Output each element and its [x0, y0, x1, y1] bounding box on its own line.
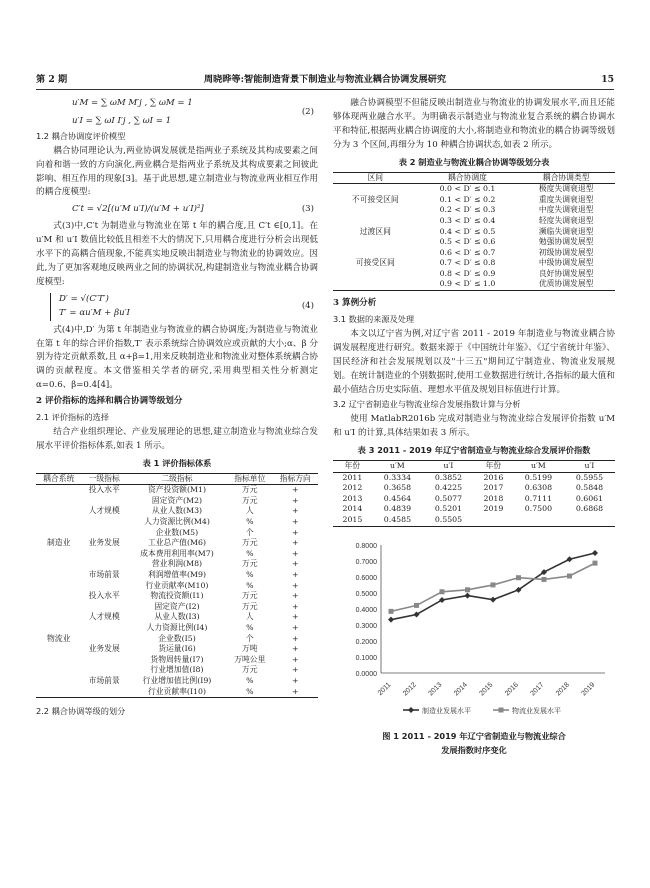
table-cell: 万元: [242, 665, 258, 675]
table-row: [36, 665, 318, 676]
y-tick-label: 0.8000: [355, 542, 377, 550]
table-cell: [36, 570, 81, 581]
table-cell: [81, 549, 126, 560]
table-cell: %: [246, 517, 254, 527]
table-cell: +: [291, 570, 299, 579]
table-row: [333, 279, 615, 290]
column-header: 耦合协调类型: [517, 172, 615, 184]
table-row: [36, 485, 318, 496]
table-row: [36, 634, 318, 645]
x-tick-label: 2013: [427, 681, 444, 698]
table-cell: [81, 655, 126, 666]
equation-4: [50, 293, 318, 321]
table-cell: 行业增加值(I8): [150, 665, 204, 675]
table-cell: 个: [245, 527, 254, 537]
table-cell: 轻度失调衰退型: [538, 215, 594, 225]
table-cell: [81, 687, 126, 698]
table-cell: 0.5505: [434, 515, 463, 524]
table-cell: 万元: [242, 495, 258, 505]
table-cell: +: [291, 601, 299, 611]
table-3: [333, 460, 615, 527]
legend-label: 制造业发展水平: [422, 706, 471, 715]
table-cell: 0.7500: [524, 504, 553, 514]
x-tick-label: 2011: [376, 681, 393, 697]
table-cell: 工业总产值(M6): [147, 538, 206, 548]
table-row: [333, 248, 615, 259]
table-cell: +: [291, 538, 299, 548]
table-cell: 不可接受区间: [351, 194, 399, 204]
x-tick-label: 2017: [529, 681, 546, 698]
table-cell: +: [291, 612, 299, 622]
x-tick-label: 2016: [503, 681, 520, 698]
table-cell: +: [291, 633, 299, 643]
data-point: [592, 550, 598, 556]
table-cell: 2019: [483, 504, 504, 514]
table-1-body: [36, 485, 318, 698]
table-row: [333, 195, 615, 206]
table-row: [333, 269, 615, 280]
table-cell: 过渡区间: [359, 226, 391, 236]
table-2-body: [333, 184, 615, 291]
header-rule: [36, 89, 614, 90]
table-cell: 万元: [242, 601, 258, 611]
column-header: 一级指标: [81, 473, 126, 485]
section-2-heading: 2 评价指标的选择和耦合协调等级划分: [36, 396, 183, 407]
table-row: [333, 237, 615, 248]
table-cell: 0.6 < D′ ≤ 0.7: [439, 247, 496, 257]
table-cell: 0.3852: [434, 472, 463, 482]
table-row: [36, 687, 318, 698]
table-cell: +: [291, 591, 299, 601]
y-tick-label: 0.6000: [355, 574, 377, 582]
y-tick-label: 0.0000: [355, 670, 377, 678]
table-cell: 勉强协调发展型: [538, 237, 594, 247]
table-cell: 人力资源比例(I4): [146, 622, 208, 632]
x-tick-label: 2019: [580, 681, 597, 698]
equation-3: [36, 203, 318, 217]
equation-2-line-a: u′M = ∑ ωM M′j , ∑ ωM = 1: [72, 98, 193, 108]
right-column: [333, 97, 615, 757]
table-cell: 0.4225: [434, 483, 463, 493]
column-header: 耦合协调度: [418, 172, 518, 184]
table-cell: 从业人数(I3): [154, 612, 200, 622]
table-cell: +: [291, 644, 299, 654]
table-row: [333, 258, 615, 269]
column-header: 耦合系统: [36, 473, 81, 485]
table-cell: %: [246, 548, 254, 558]
table-cell: 货运量(I6): [158, 644, 196, 654]
table-cell: 2013: [342, 493, 363, 503]
table-cell: 人: [245, 506, 254, 516]
table-cell: 0.4564: [383, 493, 412, 503]
page-header: [36, 73, 614, 87]
paragraph-indicator-system: 结合产业组织理论、产业发展理论的思想,建立制造业与物流业综合发展水平评价指标体系,如表 1 所示。: [36, 426, 318, 451]
table-cell: 人才规模: [88, 612, 120, 622]
table-cell: [36, 602, 81, 613]
left-column: [36, 97, 318, 720]
table-cell: [36, 496, 81, 507]
table-cell: 2018: [483, 493, 504, 503]
table-row: [333, 227, 615, 238]
table-row: [36, 506, 318, 517]
table-cell: 人力资源比例(M4): [144, 517, 210, 527]
table-cell: 万元: [242, 485, 258, 495]
table-cell: 2014: [342, 504, 363, 514]
table-cell: [81, 517, 126, 528]
column-header: 区间: [333, 172, 418, 184]
table-cell: 初级协调发展型: [538, 247, 594, 257]
table-cell: 0.9 < D′ ≤ 1.0: [439, 279, 496, 289]
section-2-2-heading: 2.2 耦合协调等级的划分: [36, 706, 126, 717]
equation-3-body: C′t = √2[(u′M u′I)/(u′M + u′I)²]: [72, 204, 204, 215]
table-cell: 0.5201: [434, 504, 463, 514]
table-row: [36, 549, 318, 560]
table-cell: 重度失调衰退型: [538, 194, 594, 204]
table-1-header-row: [36, 473, 318, 485]
table-cell: [333, 269, 418, 280]
table-row: [36, 528, 318, 539]
table-cell: [36, 687, 81, 698]
table-cell: [36, 581, 81, 592]
table-cell: 固定资产(I2): [154, 601, 200, 611]
data-point: [516, 575, 521, 580]
table-cell: [333, 237, 418, 248]
table-cell: [81, 496, 126, 507]
table-cell: 利润增值率(M9): [147, 570, 206, 579]
table-cell: [36, 559, 81, 570]
y-tick-label: 0.4000: [355, 606, 377, 614]
table-cell: 2015: [342, 515, 363, 524]
table-cell: 2016: [483, 472, 504, 482]
table-cell: 0.1 < D′ ≤ 0.2: [439, 194, 496, 204]
page-number: 15: [601, 74, 614, 85]
table-cell: [36, 485, 81, 496]
x-tick-label: 2012: [401, 681, 418, 698]
table-cell: 0.6308: [524, 483, 553, 493]
table-cell: 0.2 < D′ ≤ 0.3: [439, 205, 496, 215]
table-cell: [564, 515, 615, 526]
figure-1-caption-line-2: 发展指数时序变化: [441, 744, 507, 755]
column-header: u′I: [564, 461, 615, 473]
table-row: [333, 205, 615, 216]
x-tick-label: 2018: [554, 681, 571, 698]
table-cell: 行业贡献率(I10): [147, 686, 207, 696]
table-cell: [81, 665, 126, 676]
table-cell: [36, 623, 81, 634]
table-cell: 市场前景: [88, 570, 120, 579]
paragraph-index-calculation: 使用 MatlabR2016b 完成对制造业与物流业综合发展评价指数 u′M 和 u′I 的计算,具体结果如表 3 所示。: [333, 414, 615, 439]
table-cell: 优质协调发展型: [538, 279, 594, 289]
table-cell: 企业数(M5): [155, 527, 199, 537]
table-cell: [36, 506, 81, 517]
data-point: [465, 587, 470, 592]
table-cell: +: [291, 495, 299, 505]
table-cell: +: [291, 654, 299, 664]
table-cell: %: [246, 580, 254, 590]
table-cell: 0.3 < D′ ≤ 0.4: [439, 215, 496, 225]
table-cell: 市场前景: [88, 675, 120, 685]
table-cell: +: [291, 506, 299, 516]
table-cell: 固定资产(M2): [151, 495, 203, 505]
equation-2-number: (2): [301, 107, 314, 117]
table-cell: 0.5077: [434, 493, 463, 503]
table-cell: +: [291, 485, 299, 495]
table-cell: 成本费用利用率(M7): [140, 548, 214, 558]
data-point: [490, 596, 496, 602]
table-row: [36, 612, 318, 623]
data-point: [388, 616, 394, 622]
table-row: [36, 559, 318, 570]
table-row: [333, 515, 615, 526]
paragraph-data-source: 本文以辽宁省为例,对辽宁省 2011 - 2019 年制造业与物流业耦合协调发展程度进行研究。数据来源于《中国统计年鉴》、《辽宁省统计年鉴》、国民经济和社会发展规划以及"十三五"期间辽宁制造业、物流业发展规划。在统计制造业的个别数据时,使用工业数据进行统计,各指标的最大值和最小值结合历史实际值、理想水平值及规划目标值进行计算。: [333, 328, 615, 395]
table-cell: 货物周转量(I7): [150, 654, 204, 664]
table-cell: [36, 655, 81, 666]
table-cell: 行业贡献率(M10): [145, 580, 209, 590]
table-cell: 0.5 < D′ ≤ 0.6: [439, 237, 496, 247]
table-cell: [36, 528, 81, 539]
table-row: [333, 504, 615, 515]
section-3-1-heading: 3.1 数据的来源及处理: [333, 313, 415, 324]
table-cell: 企业数(I5): [158, 633, 196, 643]
table-cell: 中度失调衰退型: [538, 205, 594, 215]
table-cell: [333, 205, 418, 216]
table-2-header-row: [333, 172, 615, 184]
table-1: [36, 473, 318, 698]
section-3-heading: 3 算例分析: [333, 298, 377, 309]
equation-4-line-a: D′ = √(C′T′): [59, 293, 109, 304]
table-cell: +: [291, 548, 299, 558]
column-header: 指标方向: [273, 473, 318, 485]
table-cell: [474, 515, 513, 526]
table-cell: 业务发展: [88, 538, 120, 548]
table-row: [333, 184, 615, 195]
table-cell: 0.5848: [575, 483, 604, 493]
table-cell: 0.6868: [575, 504, 604, 514]
table-row: [36, 602, 318, 613]
table-cell: 人才规模: [88, 506, 120, 516]
table-cell: 0.3658: [383, 483, 412, 493]
table-1-caption: 表 1 评价指标体系: [142, 457, 212, 468]
table-cell: 万吨公里: [234, 654, 266, 664]
table-row: [36, 538, 318, 549]
data-point: [567, 556, 573, 562]
table-cell: +: [291, 665, 299, 675]
table-row: [36, 676, 318, 687]
table-cell: [81, 623, 126, 634]
table-cell: [333, 279, 418, 290]
data-point: [440, 589, 445, 594]
table-cell: 人: [245, 612, 254, 622]
table-cell: 0.0 < D′ ≤ 0.1: [439, 184, 496, 194]
legend-marker: [499, 707, 504, 712]
table-cell: [36, 549, 81, 560]
running-title: 周晓晔等:智能制造背景下制造业与物流业耦合协调发展研究: [203, 74, 447, 85]
table-cell: 中级协调发展型: [538, 258, 594, 268]
column-header: 指标单位: [227, 473, 272, 485]
paragraph-coupling-theory: 耦合协同理论认为,两业协调发展就是指两业子系统及其构成要素之间向着和谐一致的方向演化,两业耦合是指两业子系统及其构成要素之间彼此影响、相互作用的现象[3]。基于此思想,建立制造业与物流业两业相互作用的耦合度模型:: [36, 145, 318, 198]
table-row: [36, 591, 318, 602]
table-cell: 物流投资额(I1): [150, 591, 204, 601]
table-cell: +: [291, 559, 299, 569]
y-tick-label: 0.3000: [355, 622, 377, 630]
table-cell: 行业增加值比例(I9): [142, 675, 212, 685]
table-cell: 投入水平: [88, 591, 120, 601]
table-3-caption: 表 3 2011 - 2019 年辽宁省制造业与物流业综合发展评价指数: [357, 445, 591, 456]
table-cell: 制造业: [47, 538, 71, 548]
table-cell: [81, 634, 126, 645]
y-tick-label: 0.1000: [355, 654, 377, 662]
table-cell: [333, 216, 418, 227]
table-cell: 0.3334: [383, 472, 412, 482]
table-cell: 极度失调衰退型: [538, 184, 594, 194]
paragraph-coupling-degree: 式(3)中,C′t 为制造业与物流业在第 t 年的耦合度,且 C′t ∈[0,1]。在 u′M 和 u′I 数值比较低且相差不大的情况下,只用耦合度进行分析会出现低水平下的高耦合值现象,不能真实地反映出制造业与物流业的协调效应。因此,为了更加客观地反映两业之间的协调状况,构建制造业与物流业耦合协调度模型:: [36, 221, 318, 287]
table-cell: [513, 515, 564, 526]
table-cell: [36, 612, 81, 623]
table-cell: 万元: [242, 559, 258, 569]
table-cell: [333, 248, 418, 259]
table-cell: 0.7 < D′ ≤ 0.8: [439, 258, 496, 268]
data-point: [593, 560, 598, 565]
table-cell: 营业利润(M8): [151, 559, 203, 569]
table-cell: 0.5955: [575, 472, 604, 482]
data-point: [567, 573, 572, 578]
table-2: [333, 172, 615, 292]
table-cell: 良好协调发展型: [538, 268, 594, 278]
paragraph-coordination-grades: 融合协调模型不但能反映出制造业与物流业的协调发展水平,而且还能够体现两业融合水平。为明确表示制造业与物流业复合系统的耦合协调水平和特征,根据两业耦合协调度的大小,将制造业和物流业的耦合协调等级划分为 3 个区间,再细分为 10 种耦合协调状态,如表 2 所示。: [333, 98, 615, 150]
table-row: [333, 216, 615, 227]
table-cell: 0.8 < D′ ≤ 0.9: [439, 268, 496, 278]
table-cell: %: [246, 622, 254, 632]
column-header: 年份: [474, 461, 513, 473]
table-cell: [36, 676, 81, 687]
column-header: u′M: [513, 461, 564, 473]
section-1-2-heading: 1.2 耦合协调度评价模型: [36, 130, 126, 141]
table-row: [36, 655, 318, 666]
equation-4-line-b: T′ = αu′M + βu′I: [59, 307, 130, 318]
table-cell: 2011: [342, 472, 363, 482]
table-cell: %: [246, 686, 254, 696]
table-cell: %: [246, 675, 254, 685]
table-cell: +: [291, 622, 299, 632]
table-3-header-row: [333, 461, 615, 473]
table-cell: 物流业: [47, 633, 71, 643]
table-cell: +: [291, 517, 299, 527]
table-row: [36, 517, 318, 528]
table-cell: +: [291, 675, 299, 685]
table-cell: 0.7111: [524, 493, 553, 503]
equation-2: [36, 97, 318, 129]
x-tick-label: 2014: [452, 681, 469, 698]
table-cell: 万元: [242, 591, 258, 601]
y-tick-label: 0.7000: [355, 558, 377, 566]
legend-label: 物流业发展水平: [512, 706, 561, 715]
table-row: [36, 644, 318, 655]
column-header: u′M: [372, 461, 423, 473]
table-cell: 可接受区间: [355, 258, 395, 268]
x-tick-label: 2015: [478, 681, 495, 698]
table-row: [36, 570, 318, 581]
table-cell: 个: [245, 633, 254, 643]
table-cell: 2017: [483, 483, 504, 493]
y-tick-label: 0.5000: [355, 590, 377, 598]
figure-1-caption-line-1: 图 1 2011 - 2019 年辽宁省制造业与物流业综合: [382, 730, 566, 741]
column-header: 二级指标: [127, 473, 227, 485]
y-tick-label: 0.2000: [355, 638, 377, 646]
table-cell: [36, 665, 81, 676]
data-point: [465, 592, 471, 598]
table-cell: 2012: [342, 483, 363, 493]
table-cell: +: [291, 580, 299, 590]
table-row: [36, 496, 318, 507]
table-3-body: [333, 472, 615, 526]
section-2-1-heading: 2.1 评价指标的选择: [36, 412, 109, 423]
table-cell: [81, 581, 126, 592]
table-cell: 投入水平: [88, 485, 120, 495]
table-cell: [81, 559, 126, 570]
table-cell: 0.4585: [383, 515, 412, 524]
table-row: [36, 623, 318, 634]
data-point: [542, 577, 547, 582]
table-cell: [36, 644, 81, 655]
table-2-caption: 表 2 制造业与物流业耦合协调等级划分表: [398, 156, 550, 167]
table-cell: 0.6061: [575, 493, 604, 503]
figure-1-line-chart: [333, 535, 615, 723]
table-cell: [36, 591, 81, 602]
table-cell: [81, 602, 126, 613]
issue-number: 第 2 期: [36, 74, 68, 85]
table-cell: 业务发展: [88, 644, 120, 654]
table-cell: 万元: [242, 538, 258, 548]
table-cell: [36, 517, 81, 528]
equation-2-line-b: u′I = ∑ ωI I′j , ∑ ωI = 1: [72, 115, 172, 126]
table-cell: 万吨: [242, 644, 258, 654]
equation-3-number: (3): [301, 204, 314, 215]
table-cell: +: [291, 527, 299, 537]
table-cell: 0.5199: [524, 472, 553, 482]
section-3-2-heading: 3.2 辽宁省制造业与物流业综合发展指数计算与分析: [333, 399, 521, 410]
table-row: [333, 483, 615, 494]
data-point: [389, 608, 394, 613]
table-row: [333, 472, 615, 483]
table-row: [36, 581, 318, 592]
column-header: 年份: [333, 461, 372, 473]
table-cell: 0.4839: [383, 504, 412, 514]
table-cell: 濒临失调衰退型: [538, 226, 594, 236]
legend-marker: [408, 707, 414, 713]
paragraph-coordination-degree: 式(4)中,D′ 为第 t 年制造业与物流业的耦合协调度;为制造业与物流业在第 t 年的综合评价指数,T′ 表示系统综合协调效应或贡献的大小;α、β 分别为待定贡献系数,且 α+β=1,用来反映制造业和物流业对整体系统耦合协调的贡献程度。本文借鉴相关学者的研究,采用典型相关性分析测定 α=0.6、β=0.4[4]。: [36, 324, 318, 391]
table-cell: 从业人数(M3): [151, 506, 203, 516]
table-row: [333, 494, 615, 505]
column-header: u′I: [423, 461, 474, 473]
table-cell: %: [246, 570, 254, 579]
table-cell: 资产投资额(M1): [147, 485, 206, 495]
table-cell: [81, 528, 126, 539]
equation-4-number: (4): [301, 300, 314, 311]
table-cell: +: [291, 686, 299, 696]
table-cell: [333, 184, 418, 195]
data-point: [491, 582, 496, 587]
data-point: [414, 602, 419, 607]
table-cell: 0.4 < D′ ≤ 0.5: [439, 226, 496, 236]
